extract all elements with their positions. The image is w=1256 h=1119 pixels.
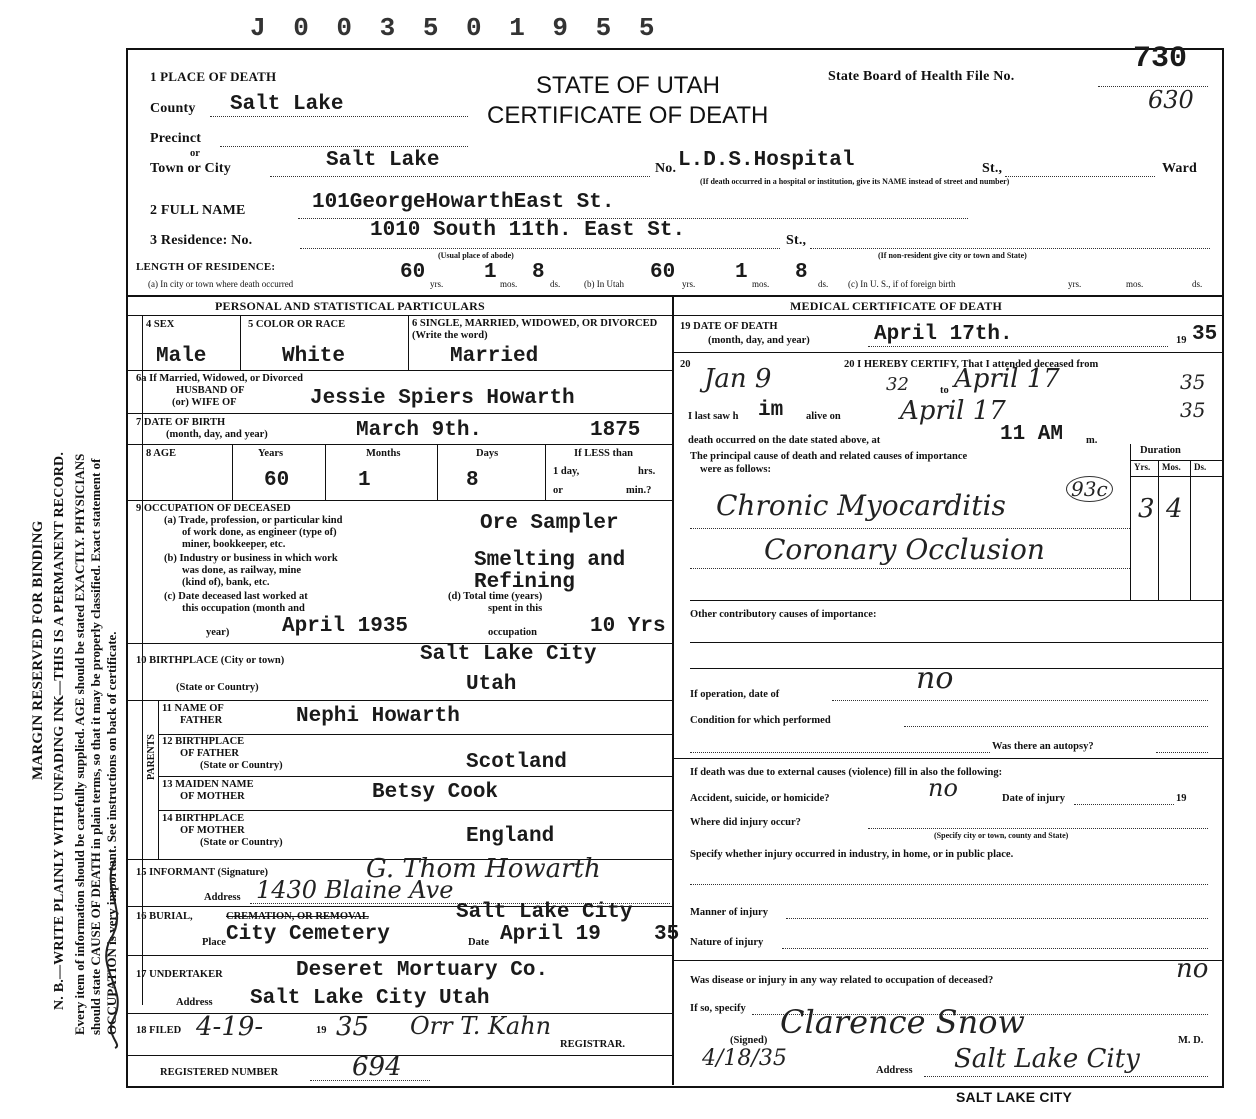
- residence-label: 3 Residence: No.: [150, 233, 253, 248]
- principal-label-1: The principal cause of death and related causes of importance: [690, 451, 968, 462]
- race-divider: [408, 315, 409, 371]
- frame-bottom: [126, 1086, 1224, 1088]
- length-a-ds: 8: [532, 261, 545, 284]
- age-months-value: 1: [358, 469, 371, 492]
- informant-address-label: Address: [204, 892, 241, 903]
- column-divider: [672, 295, 674, 1085]
- occupation-a-3: miner, bookkeeper, etc.: [182, 539, 286, 550]
- margin-scribble: [95, 850, 135, 1050]
- parents-divider: [158, 700, 159, 860]
- sex-value: Male: [156, 345, 207, 368]
- informant-signature: G. Thom Howarth: [366, 854, 601, 884]
- spouse-label-3: (or) WIFE OF: [172, 397, 237, 408]
- to-label: to: [940, 385, 949, 396]
- medical-header: MEDICAL CERTIFICATE OF DEATH: [790, 299, 1002, 313]
- burial-label: 16 BURIAL,: [136, 911, 193, 922]
- town-value: Salt Lake: [326, 149, 440, 172]
- length-b-label: (b) In Utah: [584, 279, 624, 289]
- filed-year: 35: [336, 1012, 370, 1042]
- last-saw-label: I last saw h: [688, 411, 739, 422]
- occupation-b-1: (b) Industry or business in which work: [164, 553, 338, 564]
- injury-nineteen: 19: [1176, 793, 1187, 804]
- md-label: M. D.: [1178, 1035, 1204, 1046]
- last-saw-date: April 17: [900, 396, 1006, 426]
- registrar-label: REGISTRAR.: [560, 1039, 626, 1050]
- age-min-label: min.?: [626, 485, 652, 496]
- mother-bp-label-3: (State or Country): [200, 837, 283, 848]
- occupation-d-1: (d) Total time (years): [448, 591, 543, 602]
- no-label: No.: [655, 161, 677, 176]
- nature-line: [782, 948, 1208, 949]
- margin-instructions-2: should state CAUSE OF DEATH in plain terms, so that it may be properly classified. Exact statement of: [88, 458, 103, 1035]
- county-label: County: [150, 101, 196, 116]
- filed-date: 4-19-: [196, 1012, 264, 1042]
- attend-from: Jan 9: [704, 364, 772, 394]
- frame-right: [1222, 48, 1224, 1088]
- spouse-label-1: 6a If Married, Widowed, or Divorced: [136, 373, 303, 384]
- birth-label-2: (month, day, and year): [166, 429, 268, 440]
- occupation-c-3: year): [206, 627, 230, 638]
- section-divider: [126, 295, 1224, 297]
- mother-value: Betsy Cook: [372, 781, 499, 804]
- residence-st-label: St.,: [786, 233, 807, 248]
- race-label: 5 COLOR OR RACE: [248, 319, 346, 330]
- cause-code: 93c: [1066, 476, 1113, 502]
- row-line-10: [126, 700, 672, 701]
- address-stamp: SALT LAKE CITY: [956, 1089, 1073, 1105]
- file-no-label: State Board of Health File No.: [828, 69, 1015, 84]
- occupation-d-value: 10 Yrs: [590, 615, 666, 638]
- cause-1-mos: 4: [1166, 494, 1183, 524]
- age-years-value: 60: [264, 469, 290, 492]
- birth-label-1: 7 DATE OF BIRTH: [136, 417, 226, 428]
- duration-sub-line: [1130, 476, 1222, 477]
- file-no-value: 730: [1133, 42, 1188, 76]
- marital-value: Married: [450, 345, 539, 368]
- usual-abode-note: (Usual place of abode): [438, 251, 514, 260]
- length-label: LENGTH OF RESIDENCE:: [136, 261, 276, 273]
- frame-left: [126, 48, 128, 1088]
- birth-value: March 9th.: [356, 419, 483, 442]
- physician-signature: Clarence Snow: [780, 1003, 1025, 1041]
- nonresident-note: (If non-resident give city or town and State): [878, 251, 1027, 260]
- undertaker-value: Deseret Mortuary Co.: [296, 959, 549, 982]
- spouse-value: Jessie Spiers Howarth: [310, 387, 575, 410]
- full-name-value: 101GeorgeHowarthEast St.: [312, 191, 615, 214]
- occupation-b-value-1: Smelting and: [474, 549, 626, 572]
- length-a-label: (a) In city or town where death occurred: [148, 279, 294, 289]
- address-line: [924, 1076, 1208, 1077]
- operation-value: no: [916, 661, 954, 696]
- duration-header-line: [1130, 460, 1222, 461]
- informant-label: 15 INFORMANT (Signature): [136, 867, 269, 878]
- where-label: Where did injury occur?: [690, 817, 801, 828]
- row-line-19: [672, 352, 1224, 353]
- length-a-ds-unit: ds.: [550, 279, 561, 289]
- father-label-2: FATHER: [180, 715, 223, 726]
- mother-label-2: OF MOTHER: [180, 791, 245, 802]
- length-a-yrs-unit: yrs.: [430, 279, 444, 289]
- last-saw-hm: im: [758, 399, 784, 422]
- death-date-label-2: (month, day, and year): [708, 335, 810, 346]
- row-line-11: [158, 734, 672, 735]
- injury-section-line: [672, 960, 1224, 961]
- m-label: m.: [1086, 435, 1098, 446]
- length-b-mos-unit: mos.: [752, 279, 770, 289]
- autopsy-label: Was there an autopsy?: [992, 741, 1094, 752]
- related-label: Was disease or injury in any way related to occupation of deceased?: [690, 975, 994, 986]
- manner-line: [786, 918, 1208, 919]
- length-b-yrs: 60: [650, 261, 676, 284]
- undertaker-address: Salt Lake City Utah: [250, 987, 490, 1010]
- occupation-a-value: Ore Sampler: [480, 512, 619, 535]
- margin-binding-text: MARGIN RESERVED FOR BINDING: [30, 520, 46, 780]
- cause-line-3: [690, 600, 1222, 601]
- row-line-13: [158, 810, 672, 811]
- occupation-label: 9 OCCUPATION OF DECEASED: [136, 503, 291, 514]
- attend-to-year: 35: [1180, 370, 1206, 394]
- alive-label: alive on: [806, 411, 841, 422]
- registrar-signature: Orr T. Kahn: [410, 1012, 552, 1040]
- father-bp-label-3: (State or Country): [200, 760, 283, 771]
- mother-bp-label-2: OF MOTHER: [180, 825, 245, 836]
- occupation-a-1: (a) Trade, profession, or particular kind: [164, 515, 343, 526]
- race-value: White: [282, 345, 346, 368]
- father-bp-label-2: OF FATHER: [180, 748, 240, 759]
- precinct-label: Precinct: [150, 131, 202, 146]
- address-signature: Salt Lake City: [954, 1044, 1140, 1074]
- death-date-line: [868, 346, 1168, 347]
- cause-2: Coronary Occlusion: [764, 533, 1045, 566]
- row-line-16: [126, 955, 672, 956]
- birth-year: 1875: [590, 419, 641, 442]
- file-no-hand: 630: [1148, 86, 1194, 114]
- age-years-label: Years: [258, 448, 284, 459]
- age-months-label: Months: [366, 448, 401, 459]
- cause-line-2: [690, 568, 1130, 569]
- operation-label: If operation, date of: [690, 689, 780, 700]
- death-date-value: April 17th.: [874, 323, 1013, 346]
- duration-ds: Ds.: [1194, 462, 1207, 472]
- parents-label: PARENTS: [146, 734, 157, 780]
- signed-label: (Signed): [730, 1035, 768, 1046]
- operation-line: [832, 700, 1208, 701]
- occupation-c-2: this occupation (month and: [182, 603, 305, 614]
- condition-line: [904, 726, 1208, 727]
- occupation-c-1: (c) Date deceased last worked at: [164, 591, 308, 602]
- length-c-label: (c) In U. S., if of foreign birth: [848, 279, 956, 289]
- length-a-mos: 1: [484, 261, 497, 284]
- last-saw-year: 35: [1180, 398, 1206, 422]
- duration-left: [1130, 444, 1131, 600]
- full-name-label: 2 FULL NAME: [150, 203, 246, 218]
- length-c-mos-unit: mos.: [1126, 279, 1144, 289]
- occupation-b-3: (kind of), bank, etc.: [182, 577, 270, 588]
- occupation-c-value: April 1935: [282, 615, 409, 638]
- cause-1: Chronic Myocarditis: [716, 489, 1006, 522]
- birthplace-value: Salt Lake City: [420, 643, 597, 666]
- length-a-yrs: 60: [400, 261, 426, 284]
- registered-value: 694: [352, 1052, 402, 1082]
- certificate-number: J 0 0 3 5 0 1 9 5 5: [250, 13, 661, 43]
- certify-label: 20 I HEREBY CERTIFY, That I attended deceased from: [844, 359, 1099, 370]
- death-date-nineteen: 19: [1176, 335, 1187, 346]
- informant-address: 1430 Blaine Ave: [256, 876, 454, 904]
- length-b-yrs-unit: yrs.: [682, 279, 696, 289]
- duration-mos: Mos.: [1162, 462, 1181, 472]
- burial-date: April 19: [500, 923, 601, 946]
- manner-label: Manner of injury: [690, 907, 768, 918]
- precinct-line: [220, 146, 468, 147]
- age-day-label: 1 day,: [553, 466, 580, 477]
- burial-place: City Cemetery: [226, 923, 390, 946]
- or-label: or: [190, 148, 200, 159]
- occupation-b-2: was done, as railway, mine: [182, 565, 302, 576]
- age-or-label: or: [553, 485, 563, 496]
- other-causes-label: Other contributory causes of importance:: [690, 609, 877, 620]
- age-div-1: [232, 444, 233, 500]
- age-div-3: [437, 444, 438, 500]
- occupation-b-value-2: Refining: [474, 571, 575, 594]
- town-line: [270, 176, 650, 177]
- sex-label: 4 SEX: [146, 319, 175, 330]
- filed-label: 18 FILED: [136, 1025, 182, 1036]
- sex-divider: [240, 315, 241, 371]
- father-value: Nephi Howarth: [296, 705, 460, 728]
- birthplace-state-label: (State or Country): [176, 682, 259, 693]
- length-b-mos: 1: [735, 261, 748, 284]
- attend-to: April 17: [954, 364, 1060, 394]
- occupation-d-2: spent in this: [488, 603, 543, 614]
- medical-section-line: [672, 758, 1224, 759]
- address-label: Address: [876, 1065, 913, 1076]
- occupation-d-3: occupation: [488, 627, 538, 638]
- autopsy-answer-line: [1156, 752, 1208, 753]
- personal-header: PERSONAL AND STATISTICAL PARTICULARS: [215, 299, 485, 313]
- mother-label-1: 13 MAIDEN NAME: [162, 779, 254, 790]
- duration-label: Duration: [1140, 445, 1181, 456]
- where-note: (Specify city or town, county and State): [934, 831, 1069, 840]
- other-causes-line: [690, 642, 1222, 643]
- nature-label: Nature of injury: [690, 937, 764, 948]
- age-hrs-label: hrs.: [638, 466, 656, 477]
- external-label: If death was due to external causes (violence) fill in also the following:: [690, 767, 1003, 778]
- accident-label: Accident, suicide, or homicide?: [690, 793, 830, 804]
- marital-label: 6 SINGLE, MARRIED, WIDOWED, OR DIVORCED (Write the word): [412, 318, 658, 341]
- father-bp-value: Scotland: [466, 751, 567, 774]
- age-days-value: 8: [466, 469, 479, 492]
- undertaker-address-label: Address: [176, 997, 213, 1008]
- if-so-label: If so, specify: [690, 1003, 746, 1014]
- occupation-a-2: of work done, as engineer (type of): [182, 527, 337, 538]
- principal-label-2: were as follows:: [700, 464, 771, 475]
- undertaker-label: 17 UNDERTAKER: [136, 969, 223, 980]
- place-of-death-header: 1 PLACE OF DEATH: [150, 69, 277, 84]
- length-c-ds-unit: ds.: [1192, 279, 1203, 289]
- duration-div-2: [1190, 460, 1191, 600]
- section-header-line: [126, 315, 1224, 316]
- father-label-1: 11 NAME OF: [162, 703, 224, 714]
- other-causes-line-2: [690, 668, 1222, 669]
- filed-nineteen: 19: [316, 1025, 327, 1036]
- length-b-ds-unit: ds.: [818, 279, 829, 289]
- burial-struck: CREMATION, OR REMOVAL: [226, 911, 369, 922]
- residence-st-line: [810, 248, 1210, 249]
- age-less-label: If LESS than: [574, 448, 633, 459]
- ward-label: Ward: [1162, 161, 1198, 176]
- burial-date-label: Date: [468, 937, 489, 948]
- registered-label: REGISTERED NUMBER: [160, 1067, 279, 1078]
- length-a-mos-unit: mos.: [500, 279, 518, 289]
- hospital-note: (If death occurred in a hospital or institution, give its NAME instead of street and number): [700, 177, 1010, 186]
- duration-div-1: [1158, 460, 1159, 600]
- where-line: [868, 828, 1208, 829]
- father-bp-label-1: 12 BIRTHPLACE: [162, 736, 245, 747]
- town-label: Town or City: [150, 161, 231, 176]
- specify-label: Specify whether injury occurred in industry, in home, or in public place.: [690, 849, 1014, 860]
- age-div-2: [325, 444, 326, 500]
- occurred-label: death occurred on the date stated above, at: [688, 435, 881, 446]
- state-title: STATE OF UTAH: [536, 72, 720, 99]
- row-line-6: [126, 370, 672, 371]
- row-line-7: [126, 444, 672, 445]
- signature-date: 4/18/35: [702, 1046, 787, 1071]
- injury-date-label: Date of injury: [1002, 793, 1065, 804]
- burial-value: Salt Lake City: [456, 901, 633, 924]
- burial-place-label: Place: [202, 937, 226, 948]
- attend-from-year: 32: [886, 374, 909, 395]
- accident-value: no: [928, 774, 958, 802]
- length-b-ds: 8: [795, 261, 808, 284]
- mother-bp-value: England: [466, 825, 555, 848]
- death-date-label-1: 19 DATE OF DEATH: [680, 321, 778, 332]
- row-line-8: [126, 500, 672, 501]
- certificate-title: CERTIFICATE OF DEATH: [487, 102, 769, 129]
- age-label: 8 AGE: [146, 448, 177, 459]
- burial-year: 35: [654, 923, 680, 946]
- hospital-value: L.D.S.Hospital: [678, 149, 855, 172]
- age-days-label: Days: [476, 448, 499, 459]
- margin-instructions-1: Every item of information should be carefully supplied. AGE should be stated EXACTLY. PHYSICIANS: [72, 453, 87, 1035]
- birthplace-label: 10 BIRTHPLACE (City or town): [136, 655, 285, 666]
- st-label: St.,: [982, 161, 1003, 176]
- row-line-6a: [126, 413, 672, 414]
- birthplace-state-value: Utah: [466, 673, 517, 696]
- age-div-4: [545, 444, 546, 500]
- specify-line: [690, 884, 1208, 885]
- margin-instructions-3: OCCUPATION is very important. See instructions on back of certificate.: [104, 631, 119, 1035]
- autopsy-line: [690, 752, 990, 753]
- cause-1-yrs: 3: [1138, 494, 1155, 524]
- death-date-year: 35: [1192, 323, 1218, 346]
- duration-yrs: Yrs.: [1134, 462, 1151, 472]
- mother-bp-label-1: 14 BIRTHPLACE: [162, 813, 245, 824]
- length-c-yrs-unit: yrs.: [1068, 279, 1082, 289]
- residence-value: 1010 South 11th. East St.: [370, 219, 686, 242]
- death-time: 11 AM: [1000, 423, 1064, 446]
- related-value: no: [1176, 954, 1209, 984]
- injury-date-line: [1074, 804, 1174, 805]
- county-line: [210, 116, 468, 117]
- spouse-label-2: HUSBAND OF: [176, 385, 245, 396]
- condition-label: Condition for which performed: [690, 715, 831, 726]
- cause-line-1: [690, 528, 1130, 529]
- certify-number: 20: [680, 359, 691, 370]
- frame-top: [126, 48, 1224, 50]
- margin-notice-text: N. B.—WRITE PLAINLY WITH UNFADING INK—THIS IS A PERMANENT RECORD.: [52, 451, 67, 1010]
- row-line-12: [158, 776, 672, 777]
- st-line: [1005, 176, 1155, 177]
- residence-line: [300, 248, 780, 249]
- county-value: Salt Lake: [230, 93, 344, 116]
